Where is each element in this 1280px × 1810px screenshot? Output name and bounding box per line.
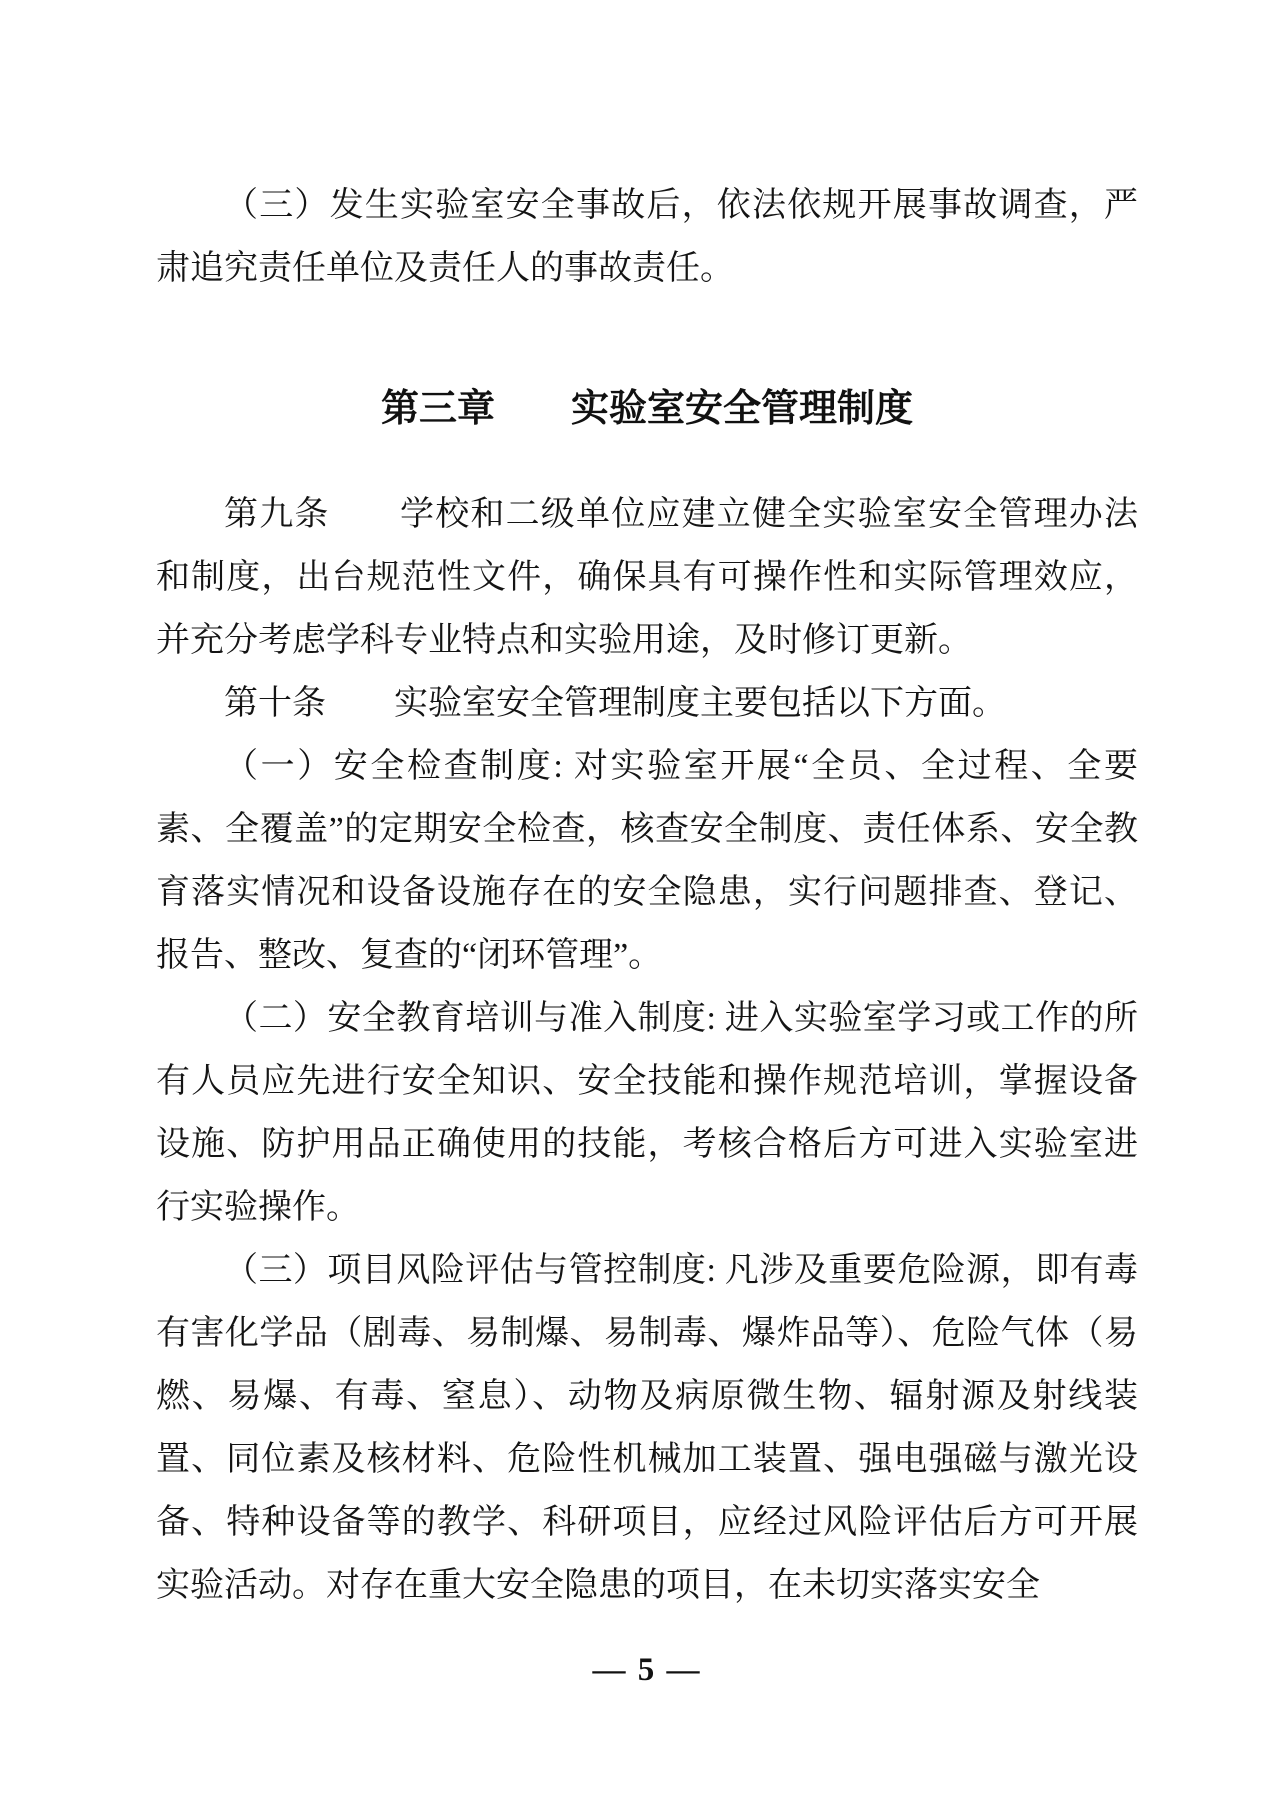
paragraph-article-10: 第十条 实验室安全管理制度主要包括以下方面。 bbox=[224, 685, 1006, 722]
chapter-heading: 第三章 实验室安全管理制度 bbox=[380, 388, 913, 430]
paragraph-item-2-training-access: （二）安全教育培训与准入制度: 进入实验室学习或工作的所有人员应先进行安全知识、安全技能和操作规范培训，掌握设备设施、防护用品正确使用的技能，考核合格后方可进入实验室进行实验操作。 bbox=[156, 1000, 1138, 1226]
paragraph-item-3-risk-assessment: （三）项目风险评估与管控制度: 凡涉及重要危险源，即有毒有害化学品（剧毒、易制爆、易制毒、爆炸品等）、危险气体（易燃、易爆、有毒、窒息）、动物及病原微生物、辐射源及射线装置、同位素及核材料、危险性机械加工装置、强电强磁与激光设备、特种设备等的教学、科研项目，应经过风险评估后方可开展实验活动。对存在重大安全隐患的项目，在未切实落实安全 bbox=[156, 1252, 1138, 1604]
paragraph-item-1-safety-inspection: （一）安全检查制度: 对实验室开展“全员、全过程、全要素、全覆盖”的定期安全检查，核查安全制度、责任体系、安全教育落实情况和设备设施存在的安全隐患，实行问题排查、登记、报告、整改、复查的“闭环管理”。 bbox=[156, 748, 1138, 974]
paragraph-article-9: 第九条 学校和二级单位应建立健全实验室安全管理办法和制度，出台规范性文件，确保具有可操作性和实际管理效应，并充分考虑学科专业特点和实验用途，及时修订更新。 bbox=[156, 496, 1138, 659]
paragraph-item-3-accident-investigation: （三）发生实验室安全事故后，依法依规开展事故调查，严肃追究责任单位及责任人的事故责任。 bbox=[156, 187, 1138, 287]
page-number: — 5 — bbox=[592, 1652, 702, 1688]
